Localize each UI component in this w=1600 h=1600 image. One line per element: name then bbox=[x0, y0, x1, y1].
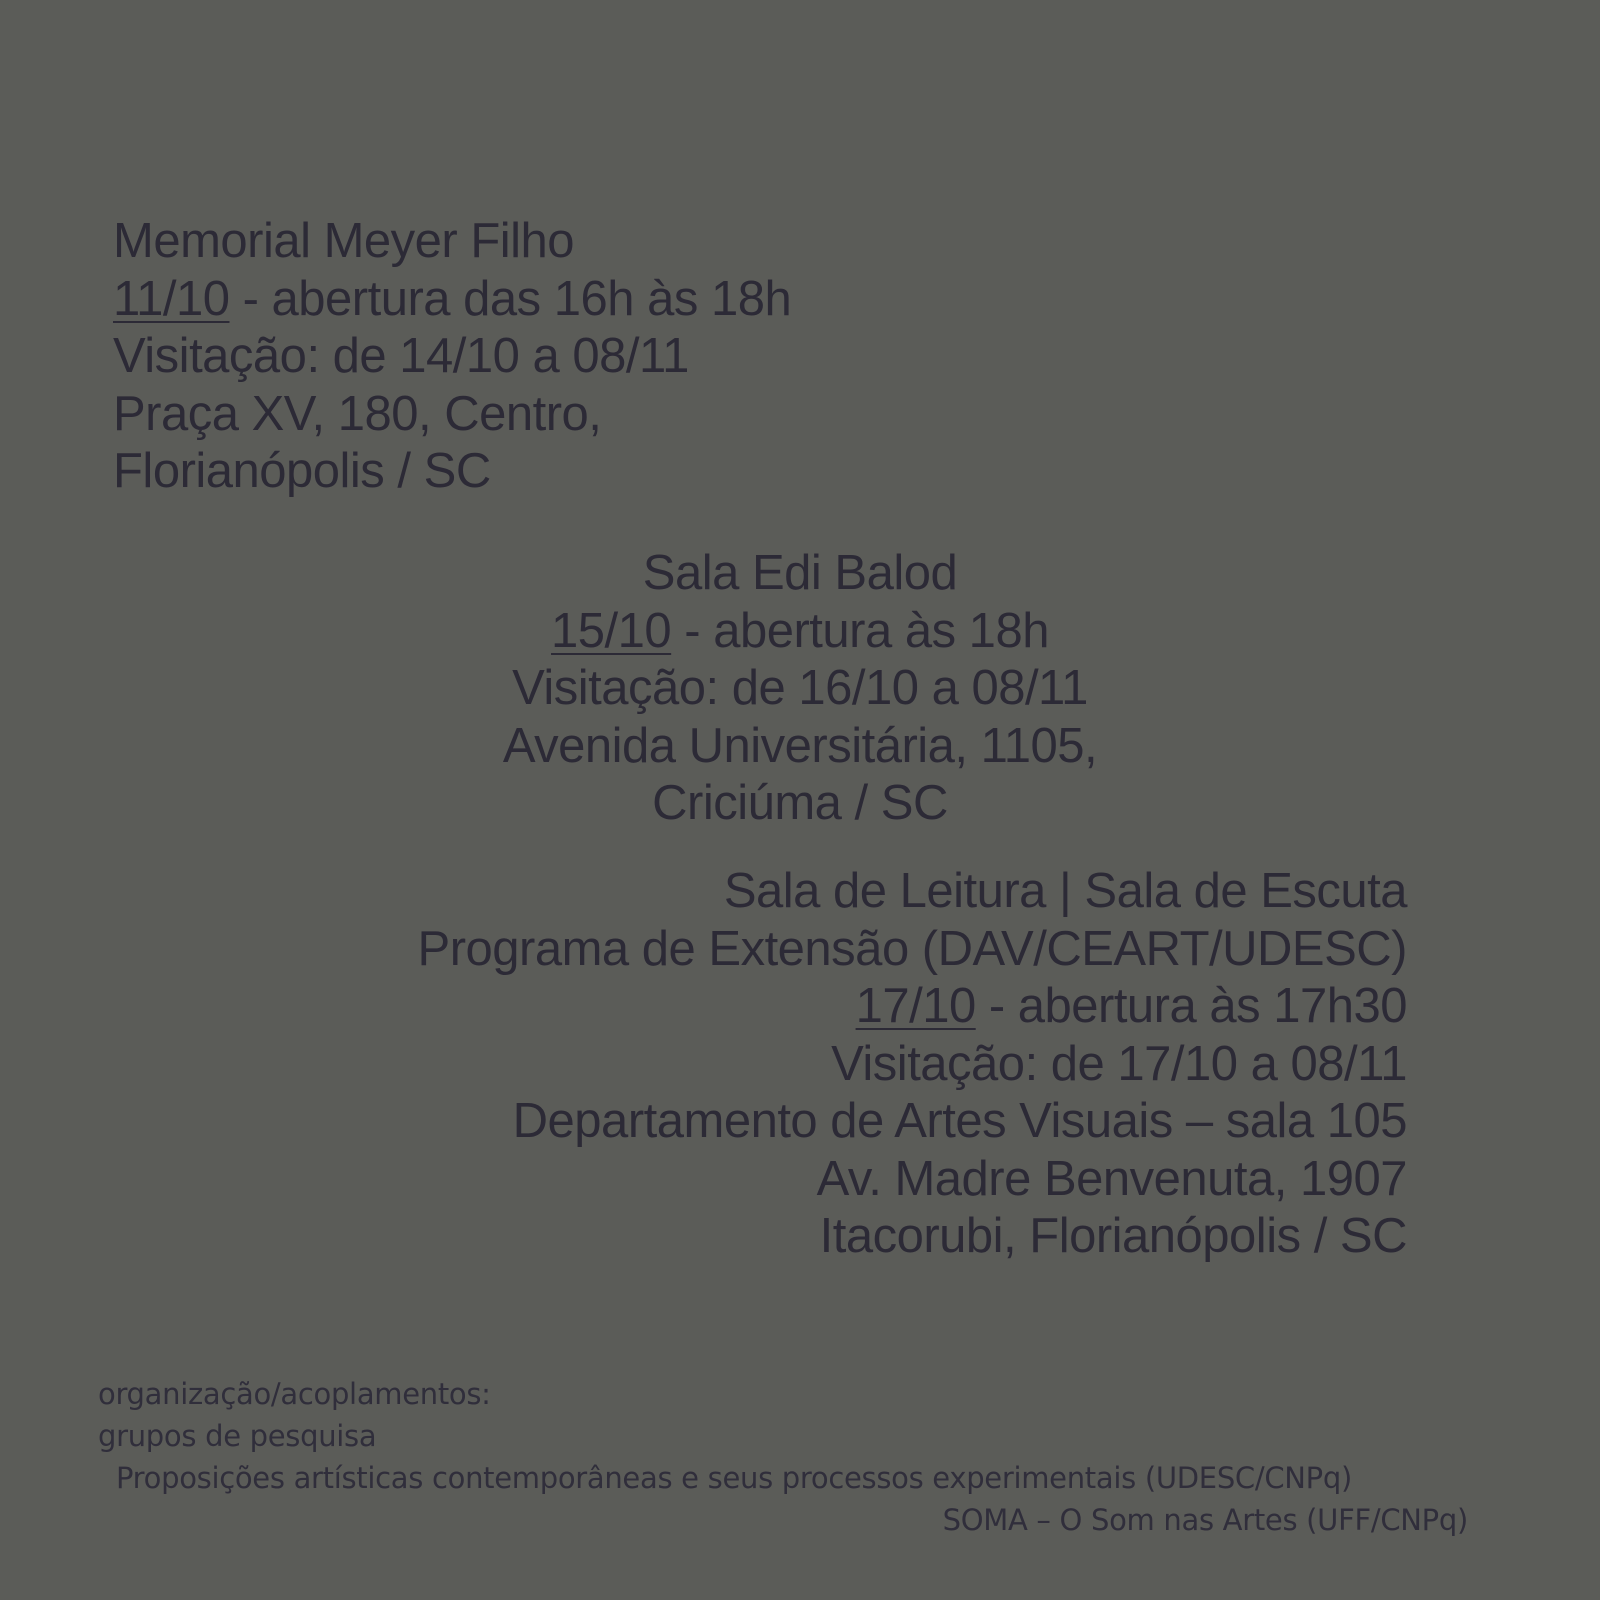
opening-date: 17/10 bbox=[855, 979, 976, 1033]
research-group: Proposições artísticas contemporâneas e seus processos experimentais (UDESC/CNPq) bbox=[116, 1461, 1352, 1495]
venue-memorial-meyer-filho bbox=[113, 213, 791, 501]
address-line: Avenida Universitária, 1105, bbox=[502, 718, 1098, 773]
credits-label: organização/acoplamentos: bbox=[98, 1377, 491, 1411]
opening-date: 11/10 bbox=[113, 271, 230, 326]
groups-label: grupos de pesquisa bbox=[98, 1419, 377, 1453]
address-line: Florianópolis / SC bbox=[113, 444, 491, 498]
visitation-period: Visitação: de 17/10 a 08/11 bbox=[831, 1036, 1407, 1091]
address-line: Departamento de Artes Visuais – sala 105 bbox=[512, 1094, 1407, 1148]
venue-subtitle: Programa de Extensão (DAV/CEART/UDESC) bbox=[417, 921, 1407, 976]
address-line: Praça XV, 180, Centro, bbox=[113, 386, 602, 441]
research-group: SOMA – O Som nas Artes (UFF/CNPq) bbox=[942, 1503, 1468, 1537]
venue-sala-de-leitura bbox=[418, 863, 1407, 1266]
opening-time: - abertura às 17h30 bbox=[975, 979, 1407, 1033]
opening-line bbox=[113, 271, 791, 329]
credits bbox=[98, 1373, 1468, 1541]
address-line: Av. Madre Benvenuta, 1907 bbox=[816, 1151, 1407, 1206]
venue-sala-edi-balod bbox=[400, 545, 1200, 833]
venue-name: Sala de Leitura | Sala de Escuta bbox=[723, 864, 1407, 918]
opening-time: - abertura das 16h às 18h bbox=[229, 271, 792, 326]
opening-date: 15/10 bbox=[551, 603, 672, 658]
address-line: Criciúma / SC bbox=[652, 776, 948, 830]
opening-time: - abertura às 18h bbox=[671, 603, 1049, 658]
address-line: Itacorubi, Florianópolis / SC bbox=[819, 1209, 1407, 1263]
visitation-period: Visitação: de 14/10 a 08/11 bbox=[113, 329, 689, 383]
venue-name: Sala Edi Balod bbox=[642, 546, 958, 600]
visitation-period: Visitação: de 16/10 a 08/11 bbox=[512, 661, 1088, 715]
opening-line bbox=[400, 603, 1200, 661]
venue-name: Memorial Meyer Filho bbox=[113, 214, 575, 268]
opening-line bbox=[418, 978, 1407, 1036]
